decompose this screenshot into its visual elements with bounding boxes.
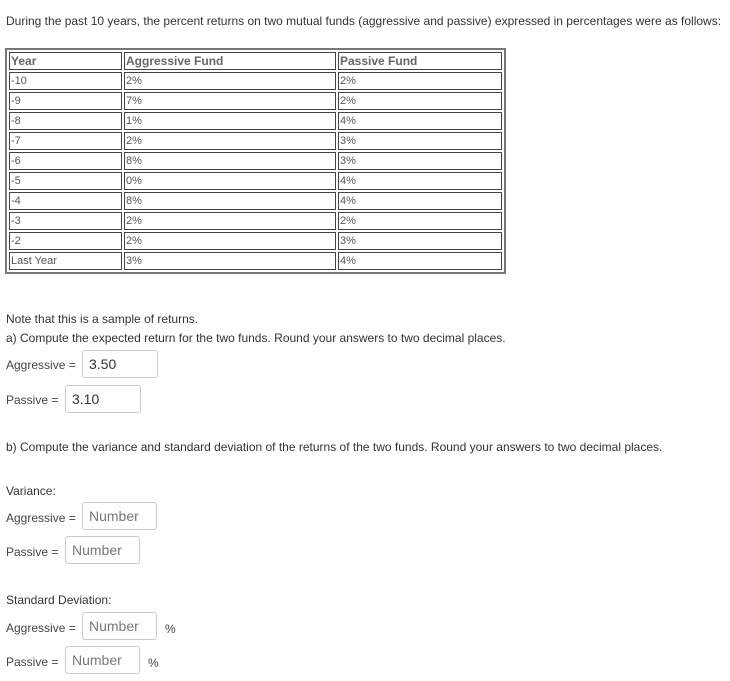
intro-text: During the past 10 years, the percent returns on two mutual funds (aggressive and passive) expressed in percentages were as follows:: [6, 14, 722, 28]
variance-heading: Variance:: [6, 484, 56, 498]
table-row: [9, 252, 502, 270]
year-cell: Last Year: [9, 252, 122, 270]
passive-cell: 4%: [338, 192, 502, 210]
passive-cell: 2%: [338, 212, 502, 230]
table-row: [9, 172, 502, 190]
passive-cell: 3%: [338, 152, 502, 170]
table-row: [9, 152, 502, 170]
passive-label: Passive =: [6, 545, 59, 559]
table-header-row: [9, 52, 502, 70]
aggressive-cell: 0%: [124, 172, 336, 190]
year-cell: -9: [9, 92, 122, 110]
table-row: [9, 92, 502, 110]
percent-sign: %: [148, 656, 159, 670]
year-cell: -3: [9, 212, 122, 230]
aggressive-std-input[interactable]: Number: [82, 612, 157, 640]
aggressive-cell: 2%: [124, 132, 336, 150]
aggressive-cell: 2%: [124, 212, 336, 230]
year-cell: -7: [9, 132, 122, 150]
table-row: [9, 72, 502, 90]
table-row: [9, 112, 502, 130]
std-heading: Standard Deviation:: [6, 593, 112, 607]
sample-note: Note that this is a sample of returns.: [6, 312, 199, 326]
passive-cell: Passive Fund: [338, 52, 502, 70]
year-cell: Year: [9, 52, 122, 70]
table-row: [9, 232, 502, 250]
aggressive-label: Aggressive =: [6, 621, 76, 635]
passive-variance-input[interactable]: Number: [65, 536, 140, 564]
returns-table: [5, 48, 506, 274]
passive-std-input[interactable]: Number: [65, 646, 140, 674]
aggressive-label: Aggressive =: [6, 358, 76, 372]
aggressive-cell: 8%: [124, 152, 336, 170]
passive-cell: 4%: [338, 252, 502, 270]
year-cell: -6: [9, 152, 122, 170]
passive-cell: 4%: [338, 112, 502, 130]
aggressive-cell: 1%: [124, 112, 336, 130]
aggressive-label: Aggressive =: [6, 511, 76, 525]
passive-cell: 2%: [338, 92, 502, 110]
table-row: [9, 212, 502, 230]
passive-label: Passive =: [6, 393, 59, 407]
aggressive-variance-input[interactable]: Number: [82, 502, 157, 530]
aggressive-cell: 2%: [124, 232, 336, 250]
aggressive-expected-input[interactable]: 3.50: [82, 350, 158, 378]
passive-expected-input[interactable]: 3.10: [65, 385, 141, 413]
year-cell: -5: [9, 172, 122, 190]
part-a-question: a) Compute the expected return for the two funds. Round your answers to two decimal places.: [6, 331, 506, 345]
passive-cell: 2%: [338, 72, 502, 90]
year-cell: -2: [9, 232, 122, 250]
aggressive-cell: 2%: [124, 72, 336, 90]
passive-cell: 4%: [338, 172, 502, 190]
year-cell: -4: [9, 192, 122, 210]
table-row: [9, 192, 502, 210]
aggressive-cell: Aggressive Fund: [124, 52, 336, 70]
aggressive-cell: 7%: [124, 92, 336, 110]
aggressive-cell: 3%: [124, 252, 336, 270]
aggressive-cell: 8%: [124, 192, 336, 210]
passive-cell: 3%: [338, 132, 502, 150]
year-cell: -10: [9, 72, 122, 90]
passive-cell: 3%: [338, 232, 502, 250]
year-cell: -8: [9, 112, 122, 130]
percent-sign: %: [165, 622, 176, 636]
table-row: [9, 132, 502, 150]
passive-label: Passive =: [6, 655, 59, 669]
part-b-question: b) Compute the variance and standard deviation of the returns of the two funds. Round your answers to two decimal places.: [6, 440, 663, 454]
